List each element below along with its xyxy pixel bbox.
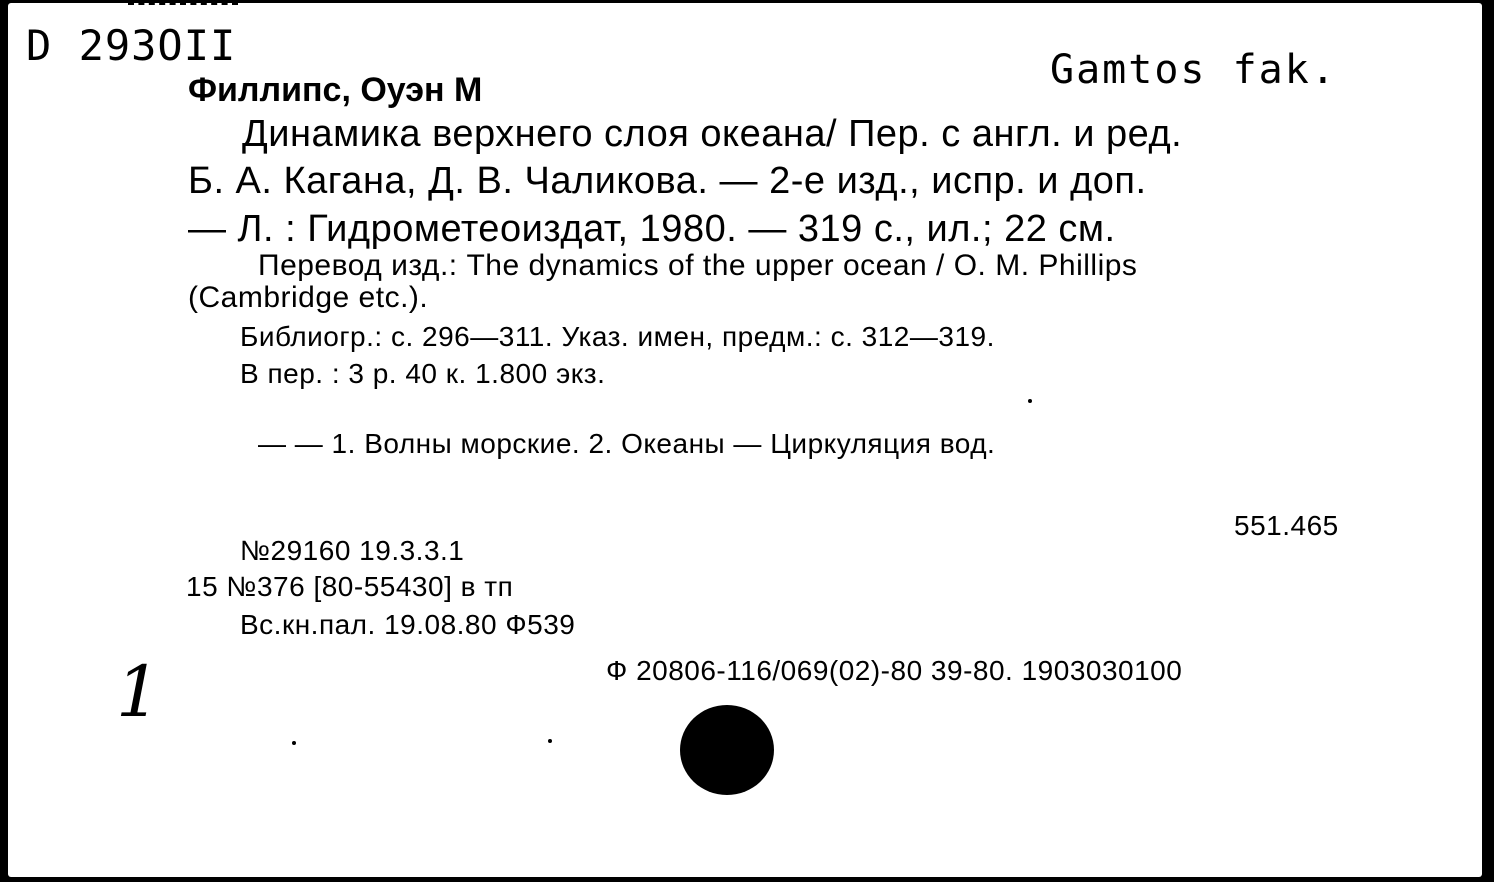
accession-line-3: Вс.кн.пал. 19.08.80 Ф539 [240,609,576,640]
handwritten-copy-number: 1 [116,651,161,733]
imprint-line: — Л. : Гидрометеоиздат, 1980. — 319 с., ил.; 22 см. [188,208,1116,250]
accession-line-4: Ф 20806-116/069(02)-80 39-80. 1903030100 [606,655,1183,686]
speck-mark [1028,399,1032,403]
original-title-continuation: (Cambridge etc.). [188,281,429,314]
accession-line-2: 15 №376 [80-55430] в тп [186,571,514,602]
title-line-2: Б. А. Кагана, Д. В. Чаликова. — 2-е изд., испр. и доп. [188,160,1147,202]
accession-line-1: №29160 19.3.3.1 [240,535,465,566]
edge-scratch-mark [128,3,238,9]
call-number: D 293OII [26,21,237,70]
udc-number: 551.465 [1234,510,1339,541]
price-note: В пер. : 3 р. 40 к. 1.800 экз. [240,358,606,389]
title-line-1: Динамика верхнего слоя океана/ Пер. с англ. и ред. [242,113,1183,155]
subject-headings: — — 1. Волны морские. 2. Океаны — Циркуляция вод. [258,428,996,459]
bibliography-note: Библиогр.: с. 296—311. Указ. имен, предм.: с. 312—319. [240,321,995,352]
original-title-line: Перевод изд.: The dynamics of the upper ocean / O. M. Phillips [258,249,1138,282]
faculty-stamp: Gamtos fak. [1050,47,1337,93]
author-heading: Филлипс, Оуэн М [188,71,483,109]
catalog-card [8,3,1482,877]
speck-mark [292,741,296,745]
speck-mark [548,739,552,743]
punch-hole [680,705,774,795]
